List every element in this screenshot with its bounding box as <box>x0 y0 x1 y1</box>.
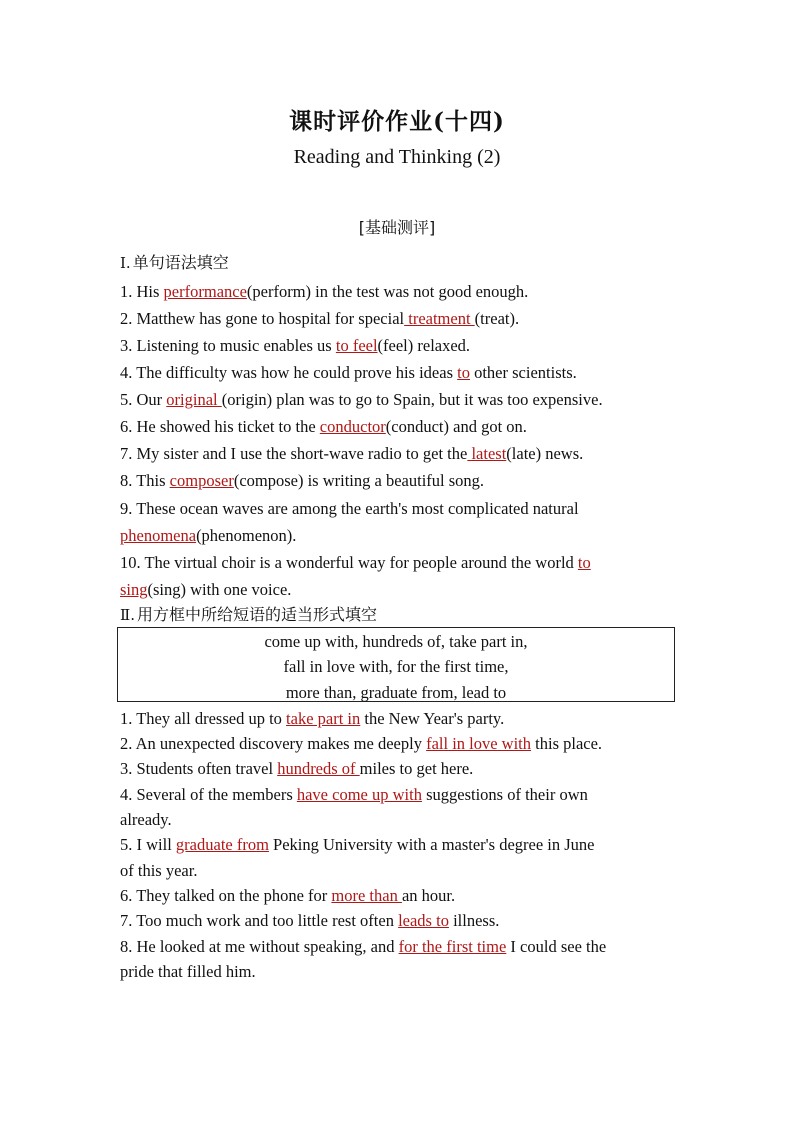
exercise-line: sing(sing) with one voice. <box>120 580 292 599</box>
answer-blank: take part in <box>286 709 361 728</box>
exercise-line: already. <box>120 810 172 829</box>
answer-blank: composer <box>169 471 234 490</box>
answer-blank: more than <box>331 886 402 905</box>
answer-blank: hundreds of <box>277 759 360 778</box>
phrase-box <box>117 627 675 702</box>
exercise-line: 9. These ocean waves are among the earth's most complicated natural <box>120 499 579 518</box>
answer-blank: fall in love with <box>426 734 532 753</box>
phrase-box-line: more than, graduate from, lead to <box>285 683 507 702</box>
exercise-line: 4. Several of the members have come up with suggestions of their own <box>120 785 588 804</box>
page-title: 课时评价作业(十四) <box>289 108 505 135</box>
answer-blank: to <box>577 553 591 572</box>
page-subtitle: Reading and Thinking (2) <box>293 146 501 168</box>
part1-heading <box>120 250 229 273</box>
exercise-line: 1. They all dressed up to take part in the New Year's party. <box>120 709 505 728</box>
exercise-line: 2. Matthew has gone to hospital for special treatment (treat). <box>120 309 520 328</box>
answer-blank: original <box>166 390 222 409</box>
part1-heading-text: 单句语法填空 <box>132 253 229 272</box>
exercise-line: 4. The difficulty was how he could prove his ideas to other scientists. <box>120 363 577 382</box>
exercise-line: 3. Listening to music enables us to feel(feel) relaxed. <box>120 336 471 355</box>
phrase-box-line: come up with, hundreds of, take part in, <box>264 632 528 651</box>
exercise-line: of this year. <box>120 861 198 880</box>
part2-heading-text: 用方框中所给短语的适当形式填空 <box>136 605 377 624</box>
answer-blank: phenomena <box>120 526 197 545</box>
exercise-line: 7. Too much work and too little rest often leads to illness. <box>120 911 500 930</box>
answer-blank: have come up with <box>296 785 422 804</box>
exercise-line: pride that filled him. <box>120 962 256 981</box>
answer-blank: for the first time <box>398 937 507 956</box>
exercise-line: 5. Our original (origin) plan was to go to Spain, but it was too expensive. <box>120 390 603 409</box>
exercise-line: 2. An unexpected discovery makes me deeply fall in love with this place. <box>120 734 603 753</box>
answer-blank: conductor <box>319 417 386 436</box>
answer-blank: to <box>457 363 470 382</box>
part2-heading <box>120 602 377 625</box>
phrase-box-line: fall in love with, for the first time, <box>283 657 509 676</box>
exercise-line: 1. His performance(perform) in the test was not good enough. <box>120 282 529 301</box>
part2-number: Ⅱ. <box>120 606 135 624</box>
exercise-line: phenomena(phenomenon). <box>120 526 297 545</box>
exercise-line: 7. My sister and I use the short-wave radio to get the latest(late) news. <box>120 444 584 463</box>
answer-blank: treatment <box>404 309 475 328</box>
exercise-line: 6. He showed his ticket to the conductor(conduct) and got on. <box>120 417 527 436</box>
answer-blank: performance <box>163 282 247 301</box>
answer-blank: sing <box>120 580 148 599</box>
section-tag: [基础测评] <box>358 218 436 237</box>
exercise-line: 8. He looked at me without speaking, and for the first time I could see the <box>120 937 607 956</box>
exercise-line: 8. This composer(compose) is writing a beautiful song. <box>120 471 485 490</box>
exercise-line: 5. I will graduate from Peking University with a master's degree in June <box>120 835 595 854</box>
answer-blank: to feel <box>335 336 378 355</box>
exercise-line: 6. They talked on the phone for more than an hour. <box>120 886 456 905</box>
answer-blank: latest <box>467 444 507 463</box>
exercise-line: 10. The virtual choir is a wonderful way for people around the world to <box>120 553 591 572</box>
part1-number: Ⅰ. <box>120 254 131 272</box>
exercise-line: 3. Students often travel hundreds of miles to get here. <box>120 759 474 778</box>
answer-blank: graduate from <box>175 835 269 854</box>
answer-blank: leads to <box>398 911 449 930</box>
